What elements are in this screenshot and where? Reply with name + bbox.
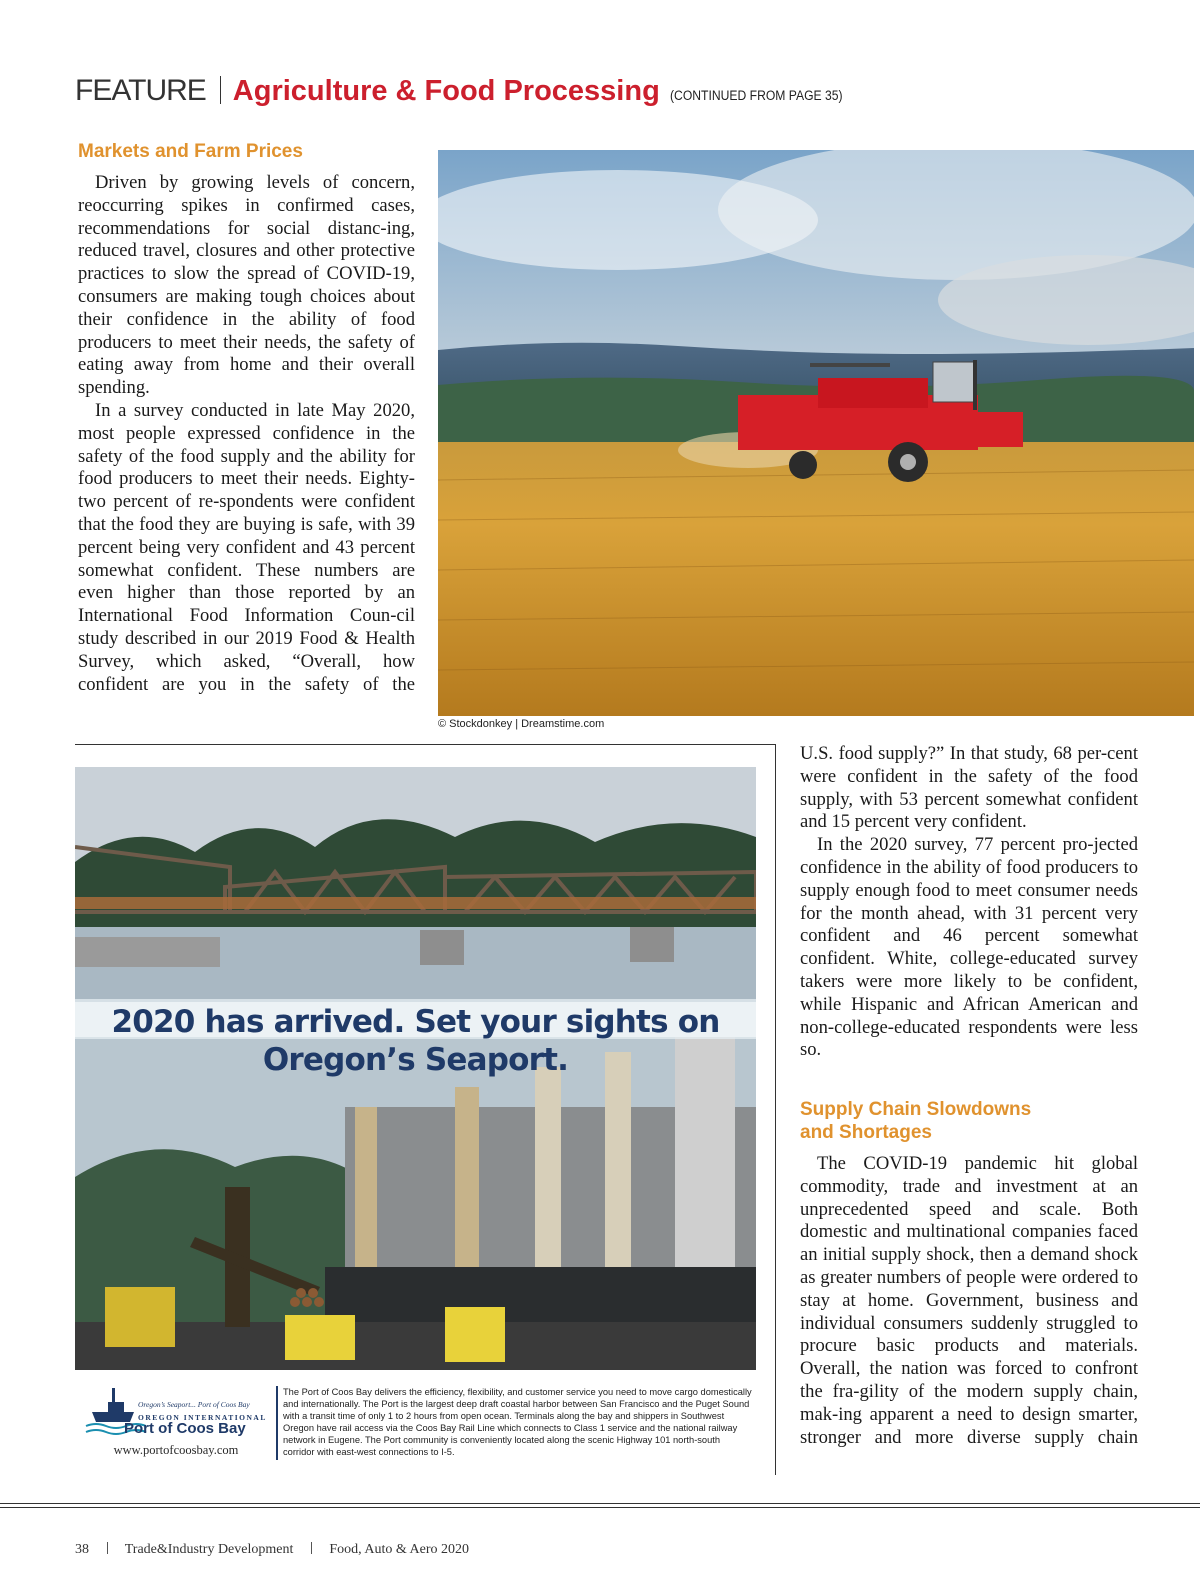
- issue-name: Food, Auto & Aero 2020: [329, 1542, 469, 1557]
- logo-tagline: Oregon’s Seaport... Port of Coos Bay: [138, 1400, 250, 1409]
- header-divider: [220, 76, 221, 104]
- harvest-photo: [438, 150, 1194, 716]
- ad-headline-line-2: Oregon’s Seaport.: [262, 1042, 569, 1078]
- paragraph: In the 2020 survey, 77 percent pro-jected confidence in the ability of food producers to supply enough food to meet consumer needs for the month ahead, with 31 percent very confident and 46 percent somewhat confident. White, college-educated survey takers were more likely to be confident, while Hispanic and African American and non-college-educated respondents were less so.: [800, 834, 1138, 1061]
- page-header: [75, 72, 862, 108]
- section-heading-markets: Markets and Farm Prices: [78, 141, 303, 162]
- photo-credit: © Stockdonkey | Dreamstime.com: [438, 718, 605, 730]
- ad-url[interactable]: www.portofcoosbay.com: [113, 1443, 239, 1457]
- footer-divider: [107, 1542, 108, 1554]
- page-title: Agriculture & Food Processing: [232, 75, 660, 107]
- section-label: FEATURE: [75, 74, 206, 107]
- ad-body-copy: The Port of Coos Bay delivers the efficiency, flexibility, and customer service you need to move cargo domestically and internationally. The Port is the largest deep draft coastal harbor between San Francisco and the Puget Sound with a transit time of only 1 to 2 hours from open ocean. Terminals along the bay and shippers in Southwest Oregon have rail access via the Coos Bay Rail Line which connects to Class 1 service and the national railway network in Eugene. The Port community is conveniently located along the scenic Highway 101 north-south corridor with east-west connections to I-5.: [283, 1387, 752, 1457]
- publication-name: Trade&Industry Development: [124, 1542, 294, 1557]
- article-column-1: [78, 172, 415, 696]
- ad-right-rule: [775, 744, 776, 1475]
- ad-headline: [75, 1003, 756, 1079]
- logo-subtitle: OREGON INTERNATIONAL: [138, 1413, 267, 1422]
- ad-copy-rule: [276, 1386, 278, 1460]
- page-number: 38: [75, 1542, 89, 1557]
- paragraph: Driven by growing levels of concern, reoccurring spikes in confirmed cases, recommendations for social distanc-ing, reduced travel, closures and other protective practices to slow the spread of COVID-19, consumers are making tough choices about their confidence in the ability of food producers to meet their needs, the safety of eating away from home and their overall spending.: [78, 172, 415, 399]
- paragraph: In a survey conducted in late May 2020, most people expressed confidence in the safety of the food supply and the ability for food producers to meet their needs. Eighty-two percent of re-spondents were confident that the food they are buying is safe, with 39 percent being very confident and 43 percent somewhat confident. These numbers are even higher than those reported by an International Food Information Coun-cil study described in our 2019 Food & Health Survey, which asked, “Overall, how confident are you in the safety of the: [78, 399, 415, 695]
- paragraph: U.S. food supply?” In that study, 68 per-cent were confident in the safety of the food supply, with 53 percent somewhat confident and 15 percent very confident.: [800, 743, 1138, 833]
- page-footer: [75, 1542, 469, 1558]
- footer-divider: [311, 1542, 312, 1554]
- ad-headline-line-1: 2020 has arrived. Set your sights on: [111, 1004, 720, 1040]
- ad-top-rule: [75, 744, 775, 745]
- heading-line-1: Supply Chain Slowdowns: [800, 1099, 1032, 1120]
- continued-note: (CONTINUED FROM PAGE 35): [669, 88, 843, 103]
- logo-name: Port of Coos Bay: [124, 1420, 246, 1437]
- footer-rule: [0, 1503, 1200, 1504]
- paragraph: The COVID-19 pandemic hit global commodity, trade and investment at an unprecedented speed and scale. Both domestic and multinational companies faced an initial supply shock, then a demand shock as greater numbers of people were ordered to stay at home. Government, business and individual consumers suddenly struggled to procure basic products and materials. Overall, the nation was forced to confront the fra-gility of the modern supply chain, mak-ing apparent a need to design smarter, stronger and more diverse supply chain: [800, 1153, 1138, 1448]
- section-heading-supply-chain: [800, 1098, 1031, 1144]
- article-column-2-continued: [800, 1153, 1138, 1449]
- heading-line-2: and Shortages: [800, 1122, 932, 1143]
- article-column-2: [800, 743, 1138, 1062]
- footer-rule: [0, 1507, 1200, 1508]
